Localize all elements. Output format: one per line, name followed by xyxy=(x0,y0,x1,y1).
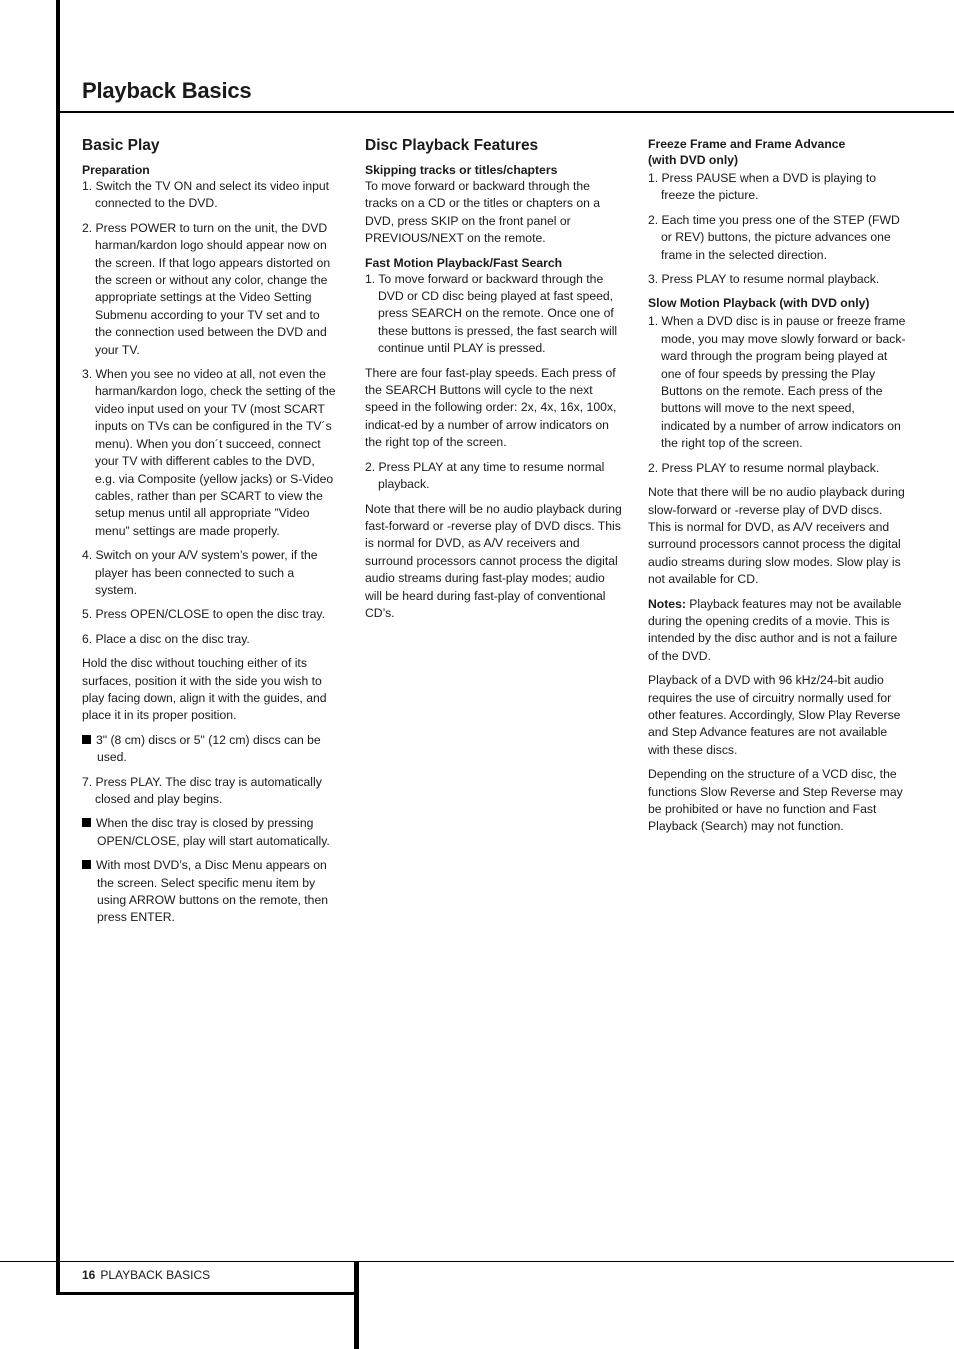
step-slow-2: 2. Press PLAY to resume normal playback. xyxy=(648,460,880,475)
subheading-freeze-frame: Freeze Frame and Frame Advance xyxy=(648,137,846,151)
step-freeze-1: 1. Press PAUSE when a DVD is playing to freeze the picture. xyxy=(648,171,877,203)
bullet-text: When the disc tray is closed by pressing OPEN/CLOSE, play will start automatically. xyxy=(96,816,330,848)
subheading-fast-motion: Fast Motion Playback/Fast Search xyxy=(365,255,563,270)
step-4: 4. Switch on your A/V system’s power, if the player has been connected to such a system. xyxy=(82,548,318,597)
bullet-text: 3" (8 cm) discs or 5" (12 cm) discs can be used. xyxy=(96,732,321,765)
paragraph-slow-audio-note: Note that there will be no audio playback during slow-forward or -reverse play of DVD discs. This is normal for DVD, as A/V receivers and surround processors cannot process the digital audio streams during slow modes. Slow play is not available for CD. xyxy=(648,485,905,587)
step-freeze-3: 3. Press PLAY to resume normal playback. xyxy=(648,272,880,287)
step-fast-2: 2. Press PLAY at any time to resume normal playback. xyxy=(365,459,605,492)
page-number: 16 xyxy=(82,1268,96,1282)
page-footer xyxy=(82,1268,210,1282)
paragraph-vcd: Depending on the structure of a VCD disc, the functions Slow Reverse and Step Reverse may be prohibited or have no function and Fast Playback (Search) may not function. xyxy=(648,767,903,834)
page-title: Playback Basics xyxy=(82,78,252,103)
bullet-tray-closed xyxy=(82,815,338,850)
column-basic-play xyxy=(82,136,338,934)
column-freeze-slow xyxy=(648,136,906,843)
section-heading-disc-playback: Disc Playback Features xyxy=(365,137,539,154)
step-2: 2. Press POWER to turn on the unit, the DVD harman/kardon logo should appear now on the screen. If that logo appears distorted on the screen or without any color, change the appropriate settings at the Video Setting Submenu according to your TV set and to the connection used between the DVD and your TV. xyxy=(82,220,331,357)
notes-text: Playback features may not be available during the opening credits of a movie. This is intended by the disc author and is not a failure of the DVD. xyxy=(648,596,902,663)
paragraph-hold-disc: Hold the disc without touching either of its surfaces, position it with the side you wish to play facing down, align it with the guides, and place it in its proper position. xyxy=(82,656,327,723)
step-fast-1: 1. To move forward or backward through the DVD or CD disc being played at fast speed, press SEARCH on the remote. Once one of these buttons is pressed, the fast search will continue until PLAY is pressed. xyxy=(365,271,618,356)
bullet-disc-menu xyxy=(82,857,338,927)
footer-vertical-bar xyxy=(354,1261,359,1349)
step-3: 3. When you see no video at all, not even the harman/kardon logo, check the setting of the video input used on your TV (most SCART inputs on TVs can be configured in the TV´s menu). When you don´t succeed, connect your TV with different cables to the DVD, e.g. via Composite (yellow jacks) or S-Video cables, rather than per SCART to view the setup menus until all appropriate ”Video menu” settings are made properly. xyxy=(82,367,336,538)
square-bullet-icon xyxy=(82,735,91,744)
footer-rule xyxy=(56,1292,356,1295)
step-slow-1: 1. When a DVD disc is in pause or freeze frame mode, you may move slowly forward or back-ward through the program being played at one of four speeds by pressing the Play Buttons on the remote. Each press of the buttons will move to the next speed, indicated by a number of arrow indicators on the right top of the screen. xyxy=(648,314,906,451)
header-rule xyxy=(56,111,954,113)
bullet-disc-sizes xyxy=(82,732,338,767)
notes-label: Notes: xyxy=(648,596,686,611)
subheading-preparation: Preparation xyxy=(82,163,150,177)
square-bullet-icon xyxy=(82,860,91,869)
paragraph-96khz: Playback of a DVD with 96 kHz/24-bit audio requires the use of circuitry normally used for other features. Accordingly, Slow Play Reverse and Step Advance features are not available with these discs. xyxy=(648,673,901,757)
step-1: 1. Switch the TV ON and select its video input connected to the DVD. xyxy=(82,179,330,211)
paragraph-notes xyxy=(648,596,906,666)
paragraph-audio-note: Note that there will be no audio playback during fast-forward or -reverse play of DVD discs. This is normal for DVD, as A/V receivers and surround processors cannot process the digital audio streams during fast-play modes; audio will be heard during fast-play of conventional CD’s. xyxy=(365,501,622,620)
paragraph-skipping: To move forward or backward through the tracks on a CD or the titles or chapters on a DVD, press SKIP on the front panel or PREVIOUS/NEXT on the remote. xyxy=(365,179,601,246)
column-disc-playback-features xyxy=(365,136,623,629)
bullet-text: With most DVD’s, a Disc Menu appears on the screen. Select specific menu item by using ARROW buttons on the remote, then press ENTER. xyxy=(96,858,329,925)
subheading-slow-motion: Slow Motion Playback (with DVD only) xyxy=(648,296,870,311)
square-bullet-icon xyxy=(82,818,91,827)
subheading-skipping: Skipping tracks or titles/chapters xyxy=(365,163,558,177)
step-6: 6. Place a disc on the disc tray. xyxy=(82,631,250,646)
footer-section-label: PLAYBACK BASICS xyxy=(100,1268,211,1282)
section-heading-basic-play: Basic Play xyxy=(82,137,160,154)
step-5: 5. Press OPEN/CLOSE to open the disc tray. xyxy=(82,607,325,622)
left-margin-bar xyxy=(56,0,60,1295)
footer-top-rule xyxy=(0,1261,954,1262)
step-7: 7. Press PLAY. The disc tray is automatically closed and play begins. xyxy=(82,774,322,806)
paragraph-fast-speeds: There are four fast-play speeds. Each press of the SEARCH Buttons will cycle to the next speed in the following order: 2x, 4x, 16x, 100x, indicat-ed by a number of arrow indicators on the right top of the screen. xyxy=(365,365,617,450)
step-freeze-2: 2. Each time you press one of the STEP (FWD or REV) buttons, the picture advances one frame in the selected direction. xyxy=(648,212,900,262)
subheading-freeze-frame-note: (with DVD only) xyxy=(648,153,739,167)
